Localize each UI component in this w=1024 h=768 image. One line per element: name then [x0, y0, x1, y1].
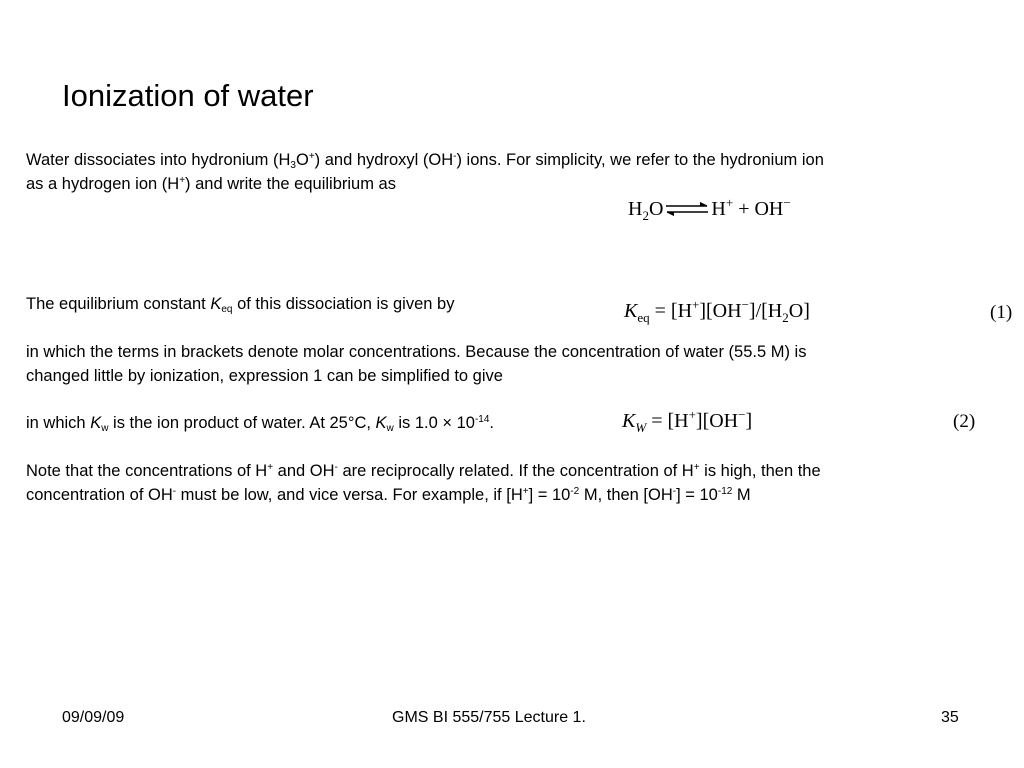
- equilibrium-arrows-icon: [665, 197, 709, 223]
- equation-2-number: (2): [953, 411, 976, 432]
- slide-title: Ionization of water: [62, 78, 314, 113]
- paragraph-equilibrium-constant: The equilibrium constant $K_{eq}$ of this dissociation is given by: [26, 295, 455, 315]
- equation-1: $K_{eq} = [H^+][OH^-]/[H_2O]$: [624, 297, 810, 325]
- footer-course: GMS BI 555/755 Lecture 1.: [392, 709, 586, 726]
- equation-dissociation: $H_2O$ H+ + OH−: [628, 195, 791, 223]
- paragraph-ion-product: in which $K_w$ is the ion product of water. At 25°C, $K_w$ is $1.0 \times 10^{-14}$.: [26, 414, 495, 434]
- paragraph-reciprocal-line2: concentration of OH- must be low, and vice versa. For example, if $[H^+] = 10^{-2}$ M, then $[OH^-] = 10^{-12}$ M: [26, 486, 751, 504]
- paragraph-molar-line1: in which the terms in brackets denote molar concentrations. Because the concentration of water (55.5 M) is: [26, 343, 807, 361]
- paragraph-dissociation-line1: Water dissociates into hydronium $(H_3O^+)$ and hydroxyl (OH-) ions. For simplicity, we refer to the hydronium ion: [26, 151, 824, 171]
- footer-page-number: 35: [941, 709, 959, 726]
- paragraph-reciprocal-line1: Note that the concentrations of H+ and OH- are reciprocally related. If the concentration of H+ is high, then the: [26, 462, 821, 480]
- footer-date: 09/09/09: [62, 709, 125, 726]
- paragraph-molar-line2: changed little by ionization, expression 1 can be simplified to give: [26, 367, 503, 385]
- paragraph-dissociation-line2: as a hydrogen ion (H+) and write the equilibrium as: [26, 175, 396, 193]
- equation-1-number: (1): [990, 302, 1013, 323]
- equation-2: $K_W = [H^+][OH^-]$: [622, 407, 753, 435]
